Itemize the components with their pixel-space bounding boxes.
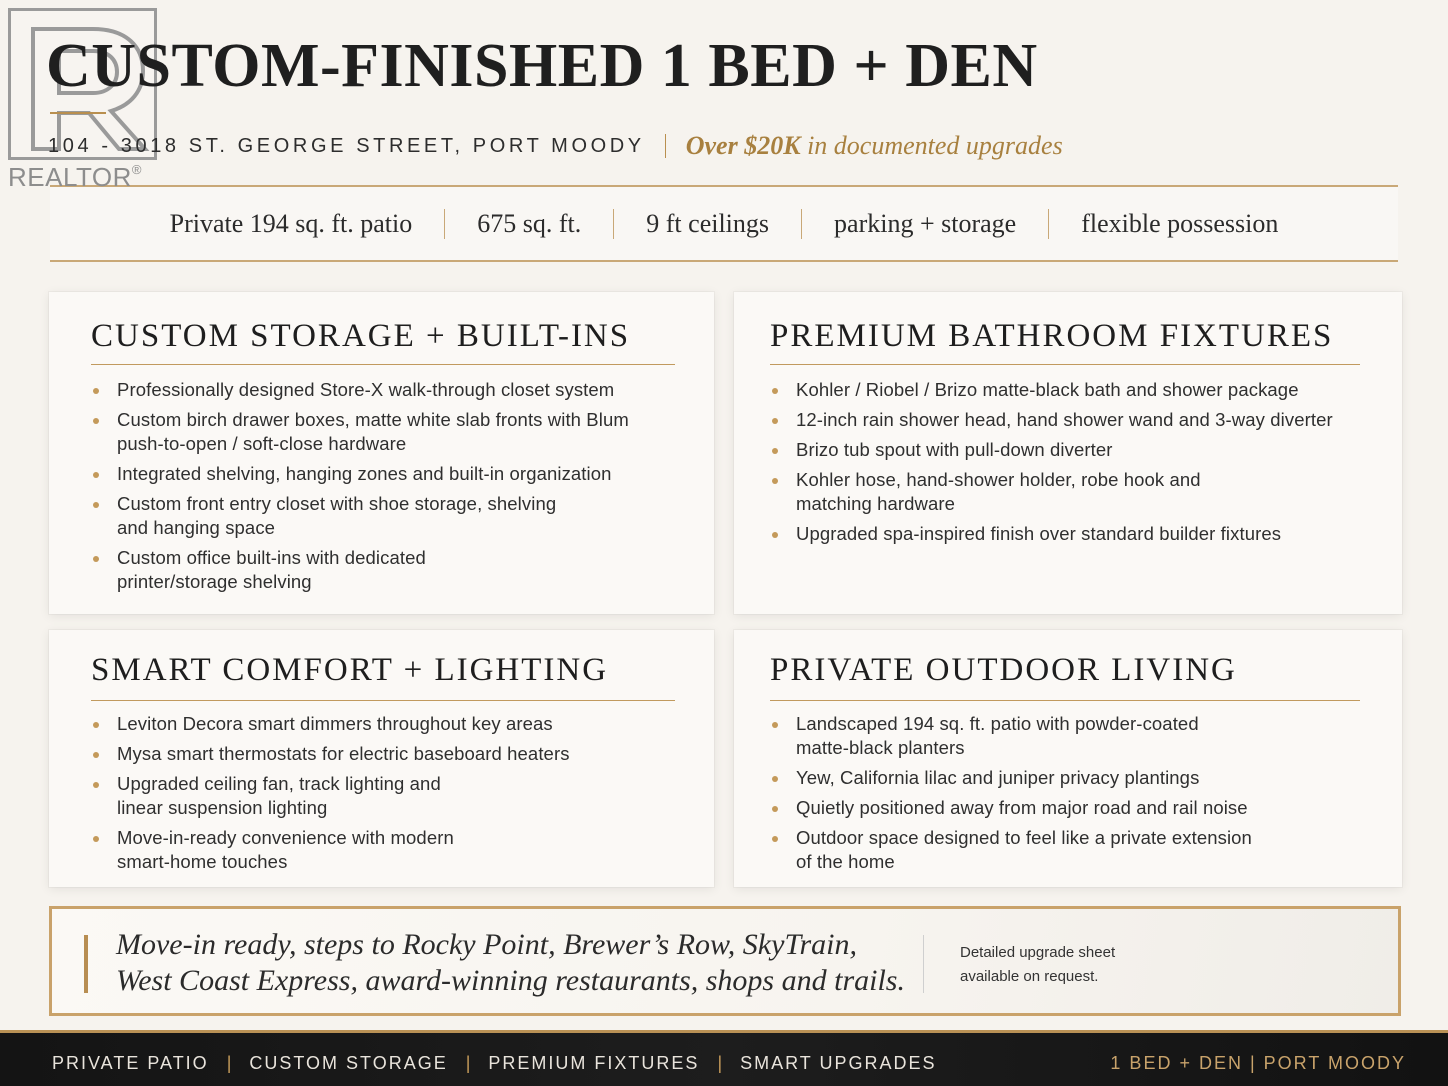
card-title: PRIVATE OUTDOOR LIVING bbox=[770, 652, 1237, 688]
quote-line: West Coast Express, award-winning restaurants, shops and trails. bbox=[116, 964, 905, 997]
list-item: Leviton Decora smart dimmers throughout key areas bbox=[91, 712, 681, 736]
spec-ceilings: 9 ft ceilings bbox=[646, 208, 770, 238]
list-item: Custom office built-ins with dedicated printer/storage shelving bbox=[91, 546, 491, 594]
list-item: Custom front entry closet with shoe storage, shelving and hanging space bbox=[91, 492, 591, 540]
footer-bar bbox=[0, 1030, 1448, 1086]
list-item: Kohler hose, hand-shower holder, robe hook and matching hardware bbox=[770, 468, 1260, 516]
footer-item-upgrades: SMART UPGRADES bbox=[740, 1053, 937, 1073]
footer-item-fixtures: PREMIUM FIXTURES bbox=[488, 1053, 700, 1073]
specs-bar bbox=[50, 185, 1398, 262]
note-line: available on request. bbox=[960, 968, 1099, 985]
feature-list bbox=[770, 712, 1380, 880]
feature-list bbox=[91, 712, 681, 880]
footer-item-storage: CUSTOM STORAGE bbox=[249, 1053, 448, 1073]
note-line: Detailed upgrade sheet bbox=[960, 944, 1116, 961]
list-item: 12-inch rain shower head, hand shower wand and 3-way diverter bbox=[770, 408, 1380, 432]
card-title: SMART COMFORT + LIGHTING bbox=[91, 652, 609, 688]
footer-separator: | bbox=[226, 1053, 232, 1073]
upgrade-sheet-note bbox=[960, 941, 1115, 989]
list-item: Kohler / Riobel / Brizo matte-black bath and shower package bbox=[770, 378, 1380, 402]
list-item: Quietly positioned away from major road and rail noise bbox=[770, 796, 1380, 820]
card-title: PREMIUM BATHROOM FIXTURES bbox=[770, 318, 1334, 354]
card-smart-comfort bbox=[49, 630, 714, 887]
card-divider bbox=[770, 364, 1360, 365]
upgrade-amount: Over $20K bbox=[685, 131, 801, 160]
card-divider bbox=[91, 700, 675, 701]
spec-parking: parking + storage bbox=[834, 208, 1017, 238]
footer-highlights bbox=[52, 1053, 937, 1074]
list-item: Yew, California lilac and juniper privacy plantings bbox=[770, 766, 1380, 790]
spec-area: 675 sq. ft. bbox=[477, 208, 582, 238]
feature-list bbox=[770, 378, 1380, 552]
quote-line: Move-in ready, steps to Rocky Point, Brewer’s Row, SkyTrain, bbox=[116, 928, 857, 961]
property-address: 104 - 3018 ST. GEORGE STREET, PORT MOODY bbox=[48, 134, 645, 157]
title-underline bbox=[50, 112, 106, 114]
quote-divider bbox=[923, 935, 924, 993]
list-item: Upgraded spa-inspired finish over standard builder fixtures bbox=[770, 522, 1380, 546]
list-item: Upgraded ceiling fan, track lighting and linear suspension lighting bbox=[91, 772, 491, 820]
list-item: Mysa smart thermostats for electric baseboard heaters bbox=[91, 742, 681, 766]
upgrade-text: in documented upgrades bbox=[800, 131, 1063, 160]
feature-list bbox=[91, 378, 681, 600]
footer-separator: | bbox=[717, 1053, 723, 1073]
list-item: Landscaped 194 sq. ft. patio with powder-coated matte-black planters bbox=[770, 712, 1240, 760]
spec-possession: flexible possession bbox=[1081, 208, 1279, 238]
page-title: CUSTOM-FINISHED 1 BED + DEN bbox=[46, 32, 1038, 100]
card-title: CUSTOM STORAGE + BUILT-INS bbox=[91, 318, 631, 354]
card-outdoor-living bbox=[734, 630, 1402, 887]
card-divider bbox=[91, 364, 675, 365]
list-item: Move-in-ready convenience with modern smart-home touches bbox=[91, 826, 491, 874]
list-item: Professionally designed Store-X walk-through closet system bbox=[91, 378, 681, 402]
upgrade-note bbox=[686, 131, 1063, 161]
footer-unit-location: 1 BED + DEN | PORT MOODY bbox=[1110, 1053, 1406, 1073]
list-item: Brizo tub spout with pull-down diverter bbox=[770, 438, 1380, 462]
list-item: Outdoor space designed to feel like a private extension of the home bbox=[770, 826, 1270, 874]
quote-accent-bar bbox=[84, 935, 88, 993]
list-item: Custom birch drawer boxes, matte white slab fronts with Blum push-to-open / soft-close hardware bbox=[91, 408, 631, 456]
address-row bbox=[48, 130, 1063, 162]
card-bathroom-fixtures bbox=[734, 292, 1402, 614]
realtor-brand: REALTOR bbox=[8, 162, 132, 192]
card-divider bbox=[770, 700, 1360, 701]
quote-banner bbox=[49, 906, 1401, 1016]
footer-item-patio: PRIVATE PATIO bbox=[52, 1053, 209, 1073]
location-quote bbox=[116, 927, 905, 999]
registered-mark: ® bbox=[131, 162, 142, 177]
footer-separator: | bbox=[465, 1053, 471, 1073]
list-item: Integrated shelving, hanging zones and built-in organization bbox=[91, 462, 681, 486]
address-divider bbox=[665, 134, 666, 158]
spec-patio: Private 194 sq. ft. patio bbox=[169, 208, 413, 238]
card-custom-storage bbox=[49, 292, 714, 614]
